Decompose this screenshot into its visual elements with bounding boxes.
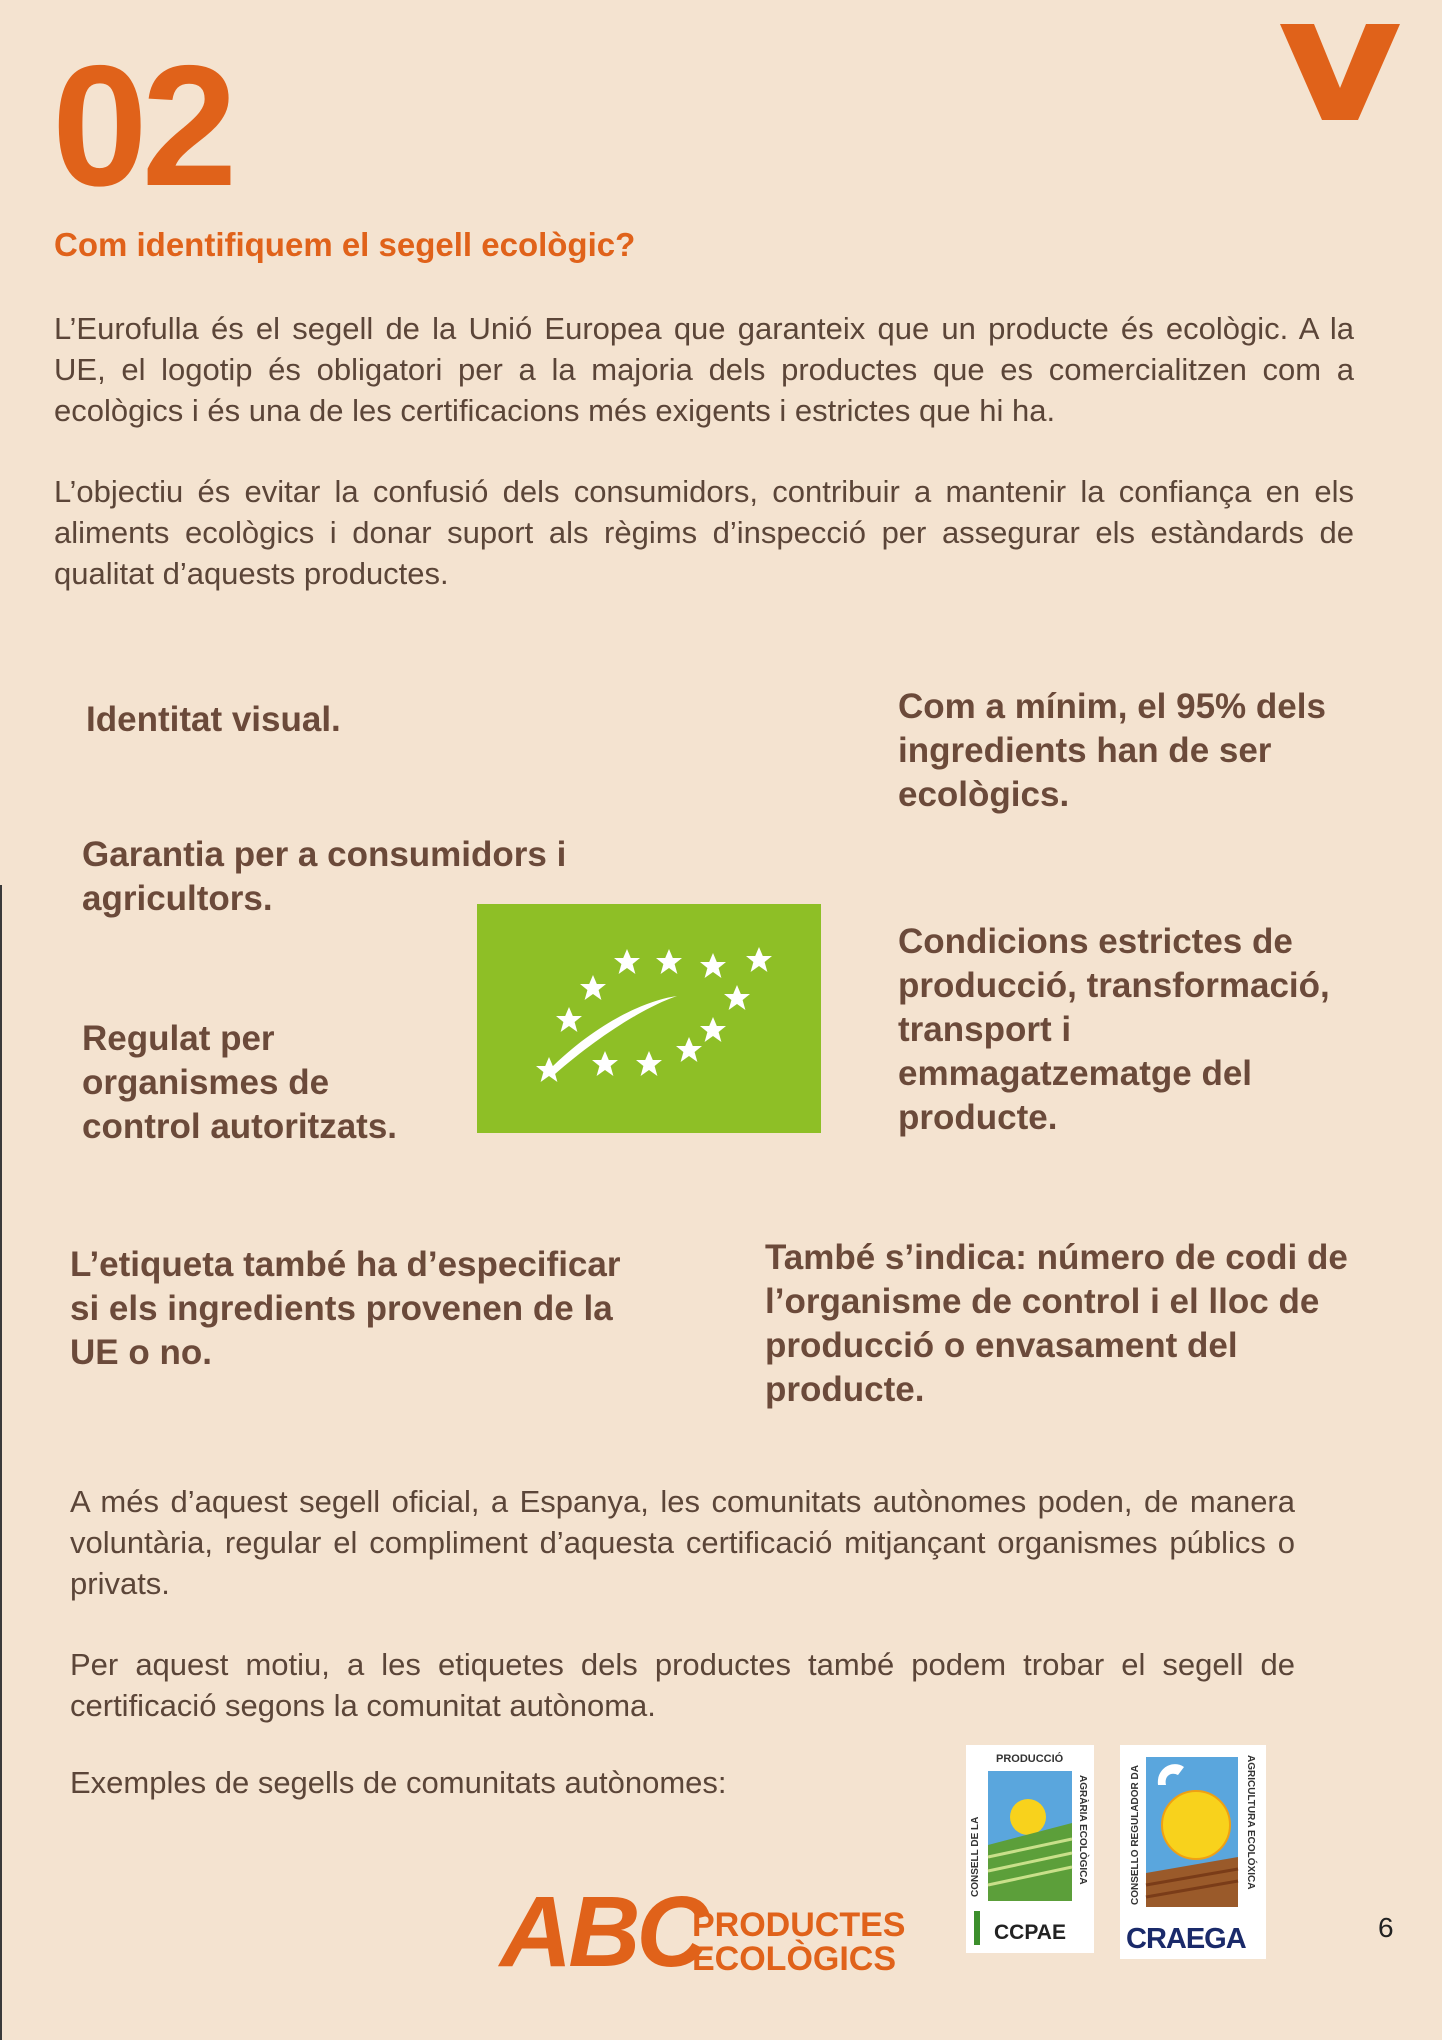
feature-min-ingredients: Com a mínim, el 95% dels ingredients han de ser ecològics. [898, 687, 1326, 814]
intro-paragraph-1: L’Eurofulla és el segell de la Unió Europea que garanteix que un producte és ecològic. A la UE, el logotip és obligatori per a la majoria dels productes que es comercialitzen com a ecològics i és una de les certificacions més exigents i estrictes que hi ha. [54, 311, 1354, 428]
page-heading: Com identifiquem el segell ecològic? [54, 226, 636, 263]
abc-letters: ABC [500, 1876, 705, 1988]
craega-side-left-text: CONSELLO REGULADOR DA [1130, 1765, 1141, 1905]
abc-brand-logo-icon [500, 1876, 920, 2000]
craega-side-right-text: AGRICULTURA ECOLÓXICA [1245, 1755, 1256, 1890]
craega-seal-icon [1120, 1745, 1266, 1959]
eu-organic-leaf-logo-icon [477, 904, 821, 1133]
ccpae-side-right-text: AGRÀRIA ECOLÒGICA [1077, 1775, 1088, 1885]
section-number: 02 [52, 30, 232, 222]
ccpae-code: CCPAE [994, 1921, 1066, 1944]
brand-line-1: PRODUCTES [692, 1906, 906, 1944]
feature-eu-origin: L’etiqueta també ha d’especificar si els ingredients provenen de la UE o no. [70, 1245, 621, 1372]
feature-guarantee: Garantia per a consumidors i agricultors. [82, 835, 567, 918]
ccpae-top-text: PRODUCCIÓ [996, 1753, 1064, 1765]
page-number: 6 [1378, 1912, 1394, 1943]
brand-line-2: ECOLÒGICS [692, 1940, 897, 1978]
left-edge-line [0, 885, 2, 2040]
feature-conditions: Condicions estrictes de producció, transformació, transport i emmagatzematge del producte. [898, 922, 1330, 1137]
feature-regulated: Regulat per organismes de control autoritzats. [82, 1019, 398, 1146]
brand-v-logo-icon [1280, 24, 1400, 120]
ccpae-seal-icon [966, 1745, 1094, 1953]
examples-label: Exemples de segells de comunitats autònomes: [70, 1765, 727, 1800]
ccpae-side-left-text: CONSELL DE LA [970, 1816, 981, 1897]
feature-also-indicated: També s’indica: número de codi de l’organisme de control i el lloc de producció o envasament del producte. [765, 1238, 1348, 1409]
feature-visual-identity: Identitat visual. [86, 700, 341, 739]
bottom-paragraph-2: Per aquest motiu, a les etiquetes dels productes també podem trobar el segell de certificació segons la comunitat autònoma. [70, 1647, 1295, 1723]
craega-code: CRAEGA [1126, 1923, 1246, 1955]
bottom-paragraph-1: A més d’aquest segell oficial, a Espanya, les comunitats autònomes poden, de manera voluntària, regular el compliment d’aquesta certificació mitjançant organismes públics o privats. [70, 1484, 1295, 1601]
intro-paragraph-2: L’objectiu és evitar la confusió dels consumidors, contribuir a mantenir la confiança en els aliments ecològics i donar suport als règims d’inspecció per assegurar els estàndards de qualitat d’aquests productes. [54, 474, 1354, 591]
